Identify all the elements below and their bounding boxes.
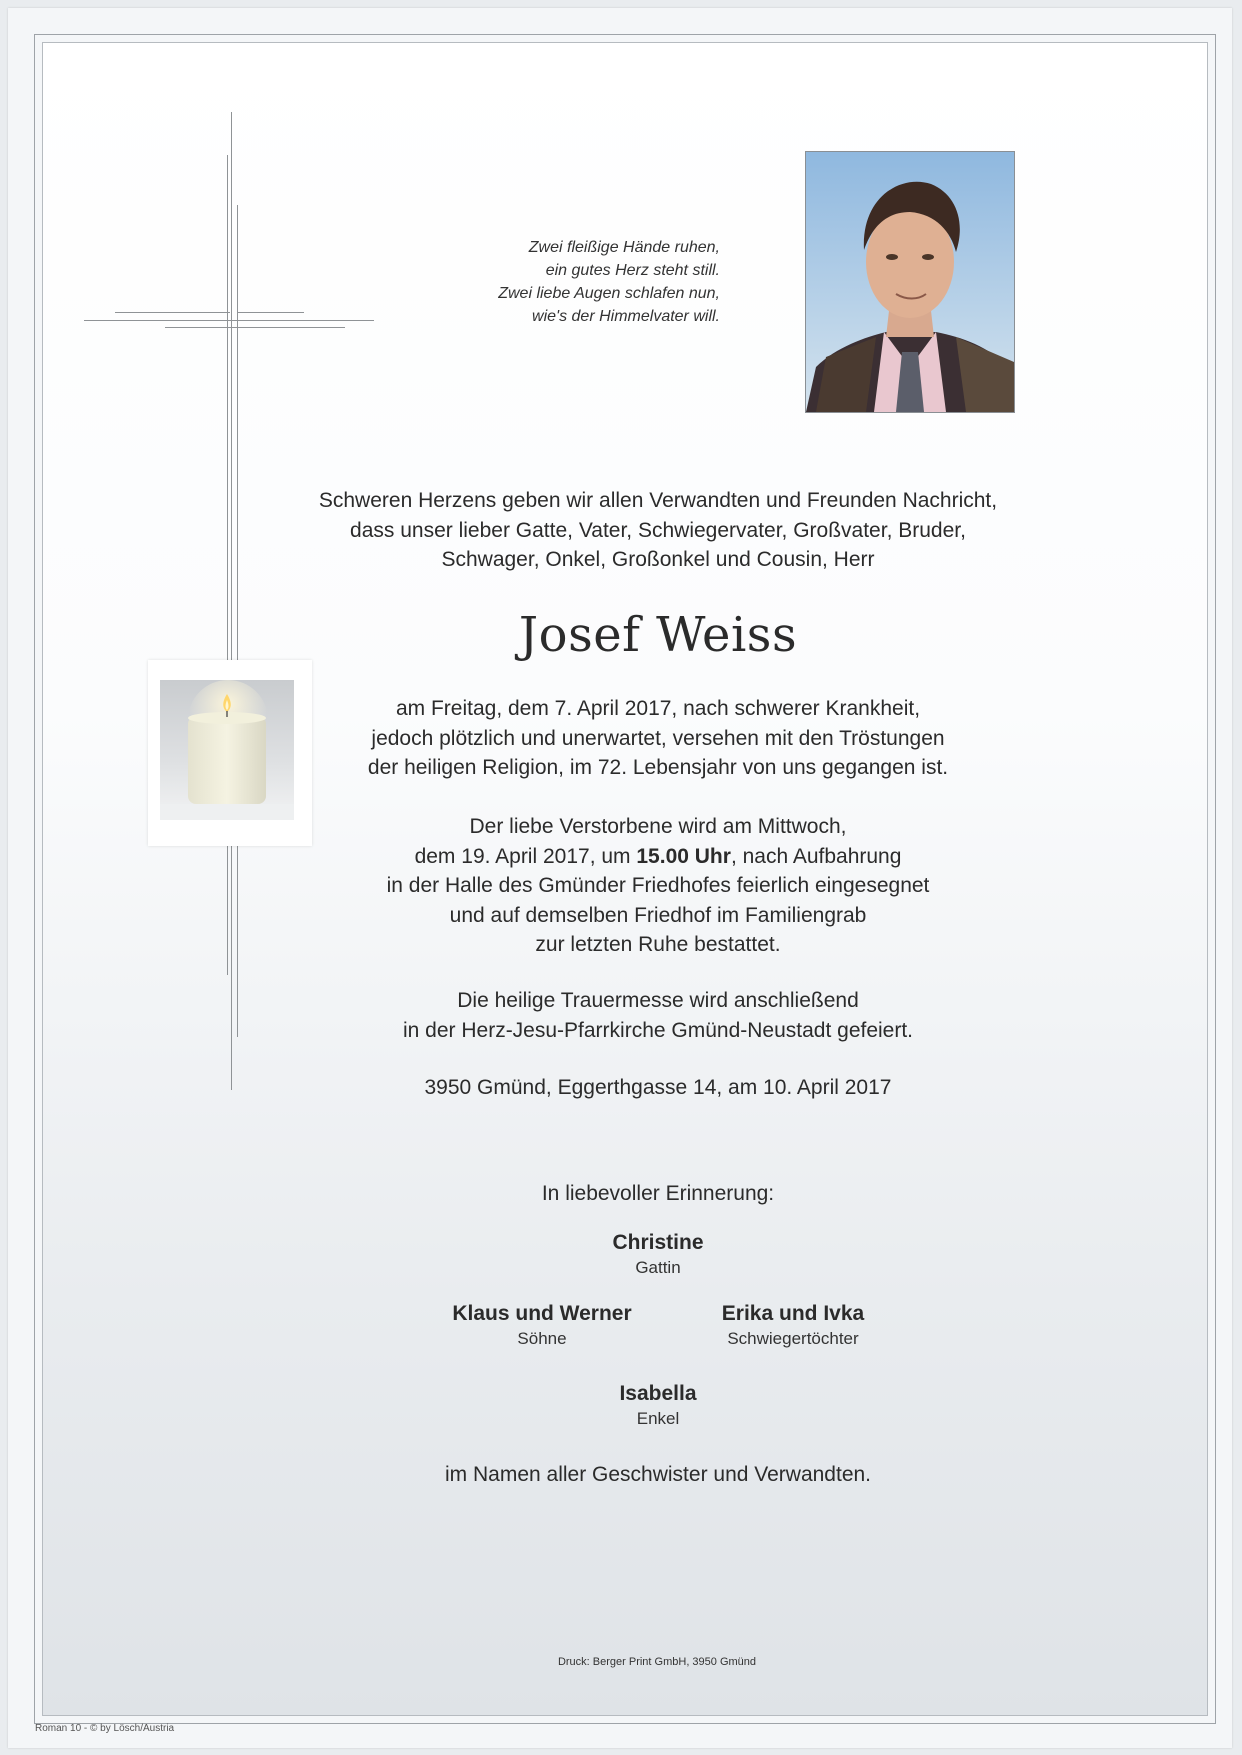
death-text	[250, 694, 1066, 783]
death-line: am Freitag, dem 7. April 2017, nach schwerer Krankheit,	[395, 697, 921, 720]
mass-text	[250, 986, 1066, 1045]
intro-line: Schweren Herzens geben wir allen Verwandten und Freunden Nachricht,	[318, 489, 998, 512]
model-credit: Roman 10 - © by Lösch/Austria	[35, 1723, 175, 1734]
poem-line: wie's der Himmelvater will.	[532, 308, 720, 325]
poem	[380, 236, 720, 328]
funeral-text	[250, 812, 1066, 960]
closing-line: im Namen aller Geschwister und Verwandten.	[444, 1463, 872, 1486]
mourner-daughters-in-law	[643, 1300, 943, 1350]
mourner-role: Enkel	[636, 1409, 680, 1428]
mourner-name: Klaus und Werner	[452, 1302, 632, 1325]
mass-line: in der Herz-Jesu-Pfarrkirche Gmünd-Neustadt gefeiert.	[402, 1018, 914, 1042]
mass-line: Die heilige Trauermesse wird anschließend	[457, 989, 859, 1012]
poem-line: Zwei liebe Augen schlafen nun,	[498, 285, 720, 302]
funeral-after-text: , nach Aufbahrung	[730, 844, 902, 868]
mourner-role: Söhne	[517, 1329, 567, 1348]
intro-line: dass unser lieber Gatte, Vater, Schwiegervater, Großvater, Bruder,	[350, 518, 966, 542]
mourner-grandchild	[508, 1380, 808, 1430]
place-date: 3950 Gmünd, Eggerthgasse 14, am 10. April 2017	[424, 1076, 892, 1099]
funeral-time: 15.00 Uhr	[636, 844, 731, 868]
poem-line: Zwei fleißige Hände ruhen,	[528, 239, 720, 256]
mourner-name: Isabella	[619, 1382, 697, 1405]
poem-line: ein gutes Herz steht still.	[545, 262, 720, 279]
mourner-spouse	[508, 1229, 808, 1279]
remembrance-heading: In liebevoller Erinnerung:	[541, 1182, 775, 1205]
mourner-role: Gattin	[635, 1258, 681, 1277]
intro-line: Schwager, Onkel, Großonkel und Cousin, Herr	[441, 548, 875, 571]
funeral-line	[250, 842, 1066, 872]
portrait-photo	[805, 151, 1015, 413]
funeral-line: zur letzten Ruhe bestattet.	[535, 933, 781, 956]
mourner-role: Schwiegertöchter	[727, 1329, 859, 1348]
death-line: der heiligen Religion, im 72. Lebensjahr von uns gegangen ist.	[367, 756, 949, 779]
print-credit: Druck: Berger Print GmbH, 3950 Gmünd	[557, 1656, 757, 1668]
funeral-line: Der liebe Verstorbene wird am Mittwoch,	[469, 815, 847, 838]
death-line: jedoch plötzlich und unerwartet, versehen mit den Tröstungen	[371, 726, 945, 750]
mourner-name: Erika und Ivka	[721, 1302, 865, 1325]
funeral-date-text: dem 19. April 2017, um	[414, 844, 637, 868]
intro-text	[250, 486, 1066, 575]
mourner-name: Christine	[612, 1231, 704, 1254]
funeral-line: in der Halle des Gmünder Friedhofes feierlich eingesegnet	[386, 874, 930, 897]
funeral-line: und auf demselben Friedhof im Familiengrab	[449, 903, 867, 927]
deceased-name: Josef Weiss	[518, 607, 798, 663]
